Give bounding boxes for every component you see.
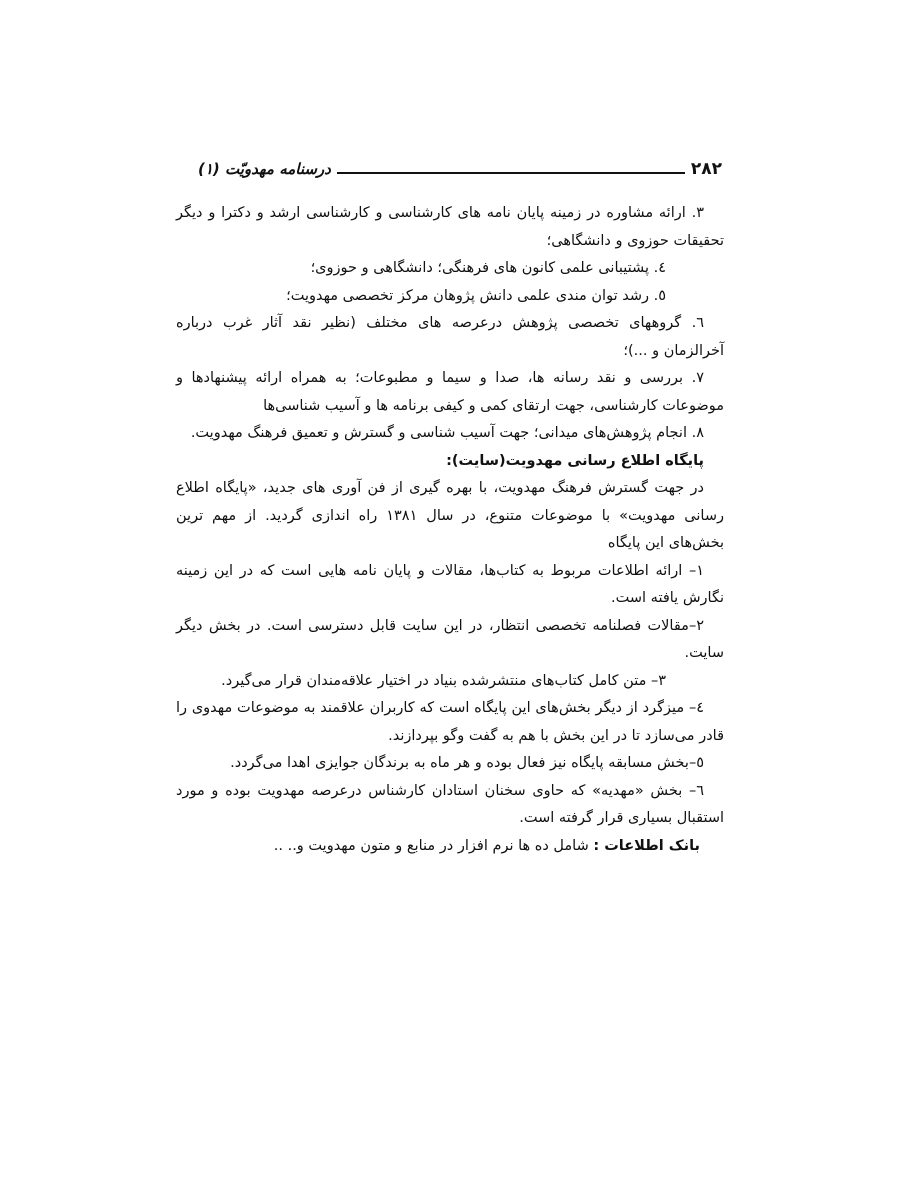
list-item: ٥–بخش مسابقه پایگاه نیز فعال بوده و هر ماه به برندگان جوایزی اهدا می‌گردد. [230,755,704,771]
list-item: ٦. گروههای تخصصی پژوهش درعرصه های مختلف (نظیر نقد آثار غرب درباره آخرالزمان و ...)؛ [176,315,724,359]
body-text [176,200,724,860]
databank-text: شامل ده ها نرم افزار در منابع و متون مهدویت و.. .. [273,837,594,854]
list-item: ۳. ارائه مشاوره در زمینه پایان نامه های کارشناسی و کارشناسی ارشد و دکترا و دیگر تحقیقات حوزوی و دانشگاهی؛ [176,205,724,249]
running-title: درسنامه مهدویّت (۱) [198,160,331,178]
list-item: ٥. رشد توان مندی علمی دانش پژوهان مرکز تخصصی مهدویت؛ [286,287,666,304]
page-number: ۲۸۲ [690,159,722,179]
paragraph: در جهت گسترش فرهنگ مهدویت، با بهره گیری از فن آوری های جدید، «پایگاه اطلاع رسانی مهدویت» با موضوعات متنوع، در سال ۱۳۸۱ راه اندازی گردید. از مهم ترین بخش‌های این پایگاه [176,480,724,551]
header-rule [337,172,685,174]
list-item: ٦– بخش «مهدیه» که حاوی سخنان استادان کارشناس درعرصه مهدویت بوده و مورد استقبال بسیاری قرار گرفته است. [176,782,724,826]
databank-paragraph [176,833,724,861]
list-item: ٤– میزگرد از دیگر بخش‌های این پایگاه است که کاربران علاقمند به موضوعات مهدوی را قادر می‌سازد تا در این بخش با هم به گفت وگو بپردازند. [176,700,724,744]
list-item: ٧. بررسی و نقد رسانه ها، صدا و سیما و مطبوعات؛ به همراه ارائه پیشنهادها و موضوعات کارشناسی، جهت ارتقای کمی و کیفی برنامه ها و آسیب شناسی‌ها [176,370,724,414]
section-heading: پایگاه اطلاع رسانی مهدویت(سایت): [446,452,704,469]
list-item: ٣– متن کامل کتاب‌های منتشرشده بنیاد در اختیار علاقه‌مندان قرار می‌گیرد. [221,672,666,689]
databank-label: بانک اطلاعات : [593,837,700,854]
list-item: ١– ارائه اطلاعات مربوط به کتاب‌ها، مقالات و پایان نامه هایی است که در این زمینه نگارش یافته است. [176,562,724,606]
page-header [198,154,722,184]
list-item: ٤. پشتیبانی علمی کانون های فرهنگی؛ دانشگاهی و حوزوی؛ [310,260,666,276]
list-item: ٢–مقالات فصلنامه تخصصی انتظار، در این سایت قابل دسترسی است. در بخش دیگر سایت. [176,617,724,661]
list-item: ٨. انجام پژوهش‌های میدانی؛ جهت آسیب شناسی و گسترش و تعمیق فرهنگ مهدویت. [190,425,704,441]
